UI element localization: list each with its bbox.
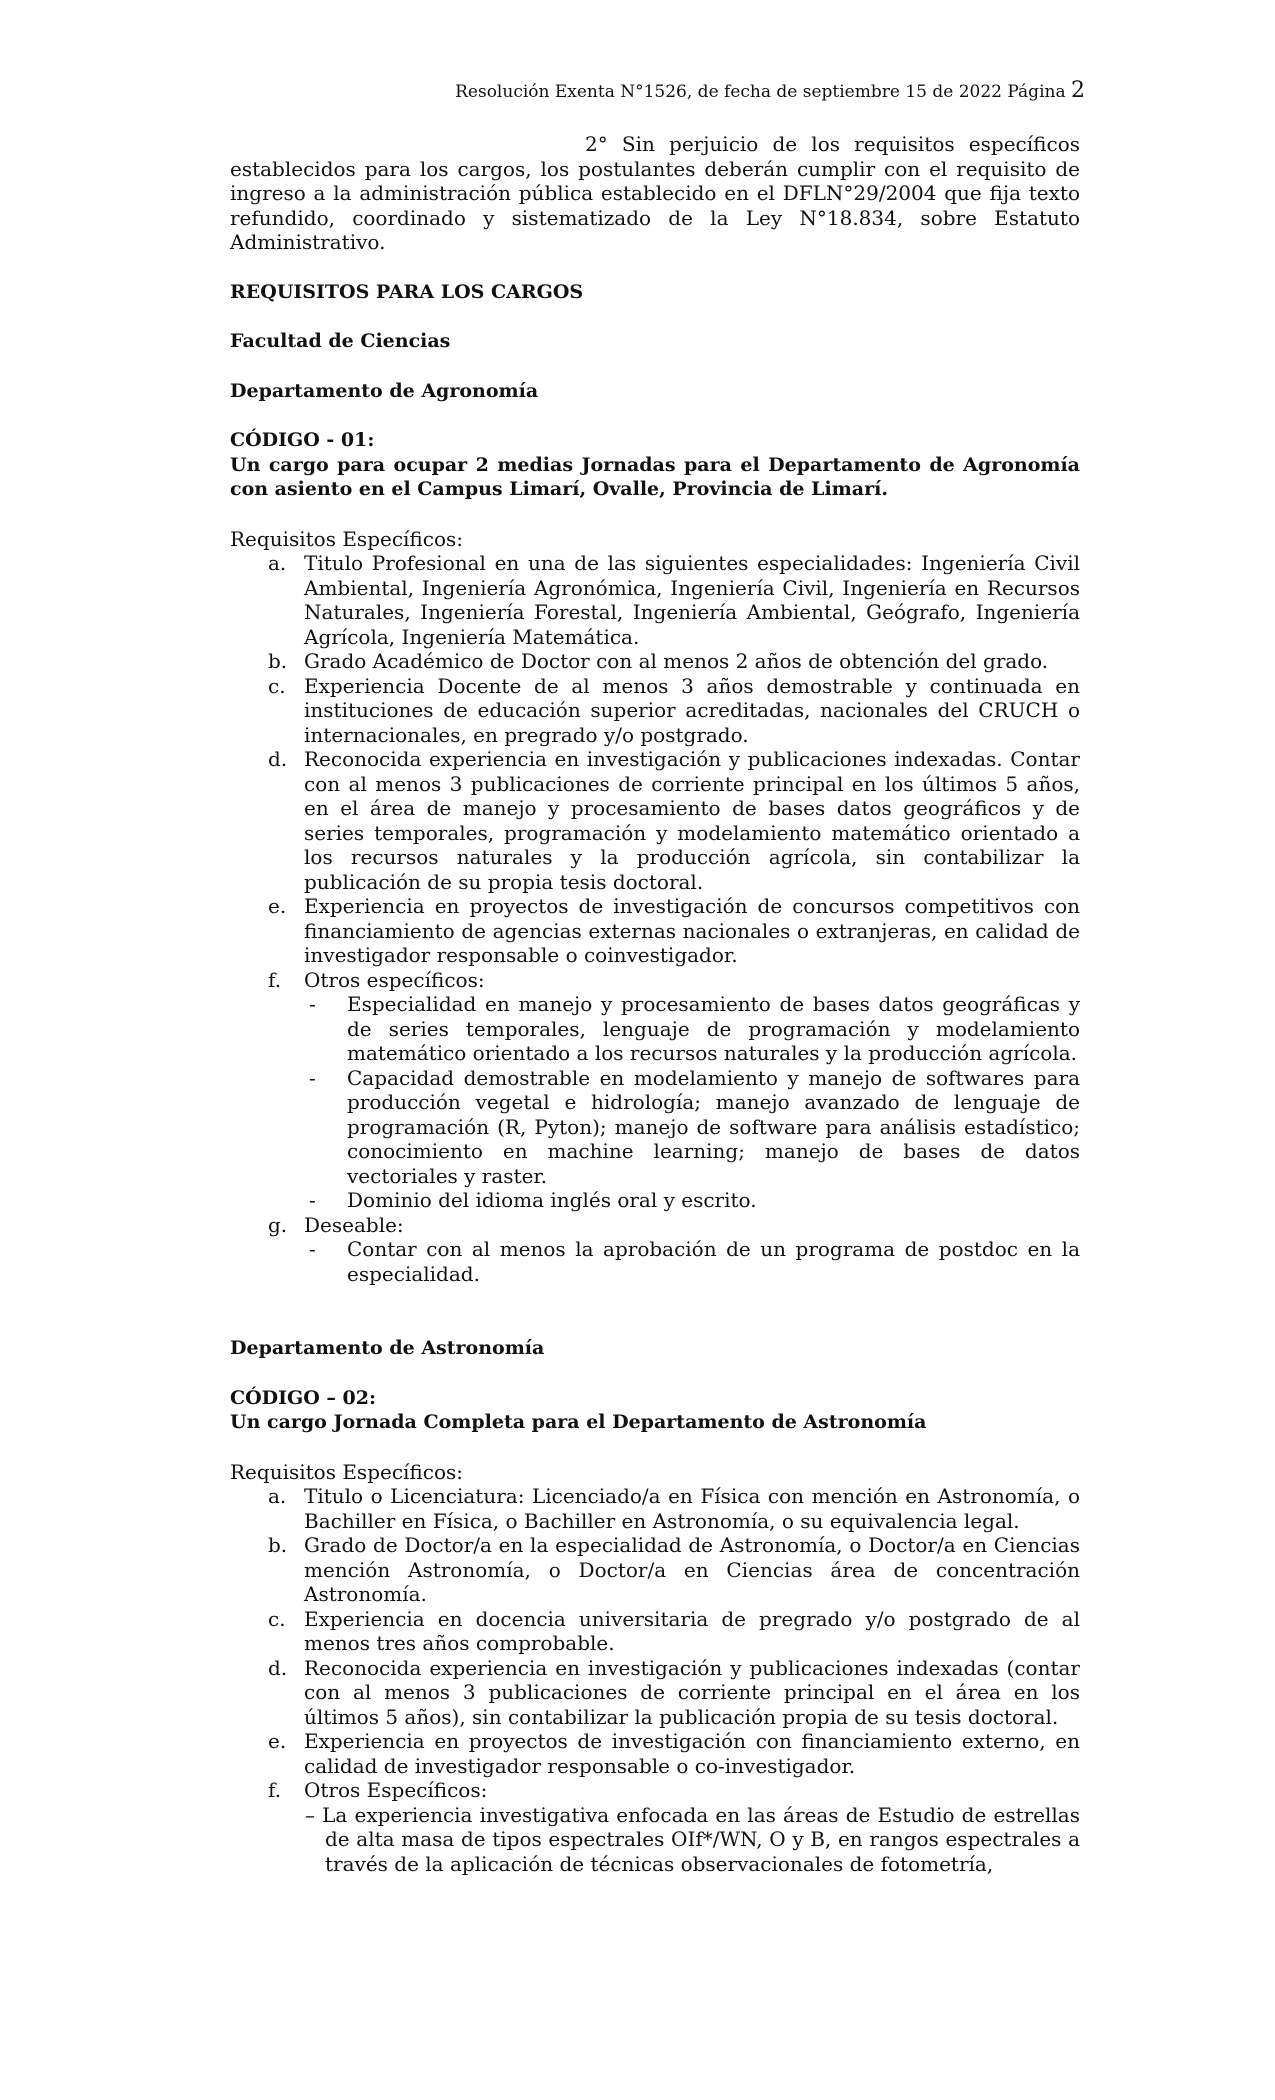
sub-text: Especialidad en manejo y procesamiento de bases datos geográficas y de series temporales, lenguaje de programación y modelamiento matemático orientado a los recursos naturales y la producción agrícola. <box>347 992 1080 1065</box>
position-code: CÓDIGO - 01: <box>230 429 375 451</box>
requirements-label: Requisitos Específicos: <box>230 526 464 551</box>
item-label: d. <box>268 747 288 771</box>
page-header <box>455 78 1085 103</box>
requirement-item <box>230 1656 1080 1730</box>
item-label: f. <box>268 1778 282 1802</box>
sub-text: Dominio del idioma inglés oral y escrito. <box>347 1188 757 1212</box>
requirement-item <box>230 894 1080 968</box>
item-text: Reconocida experiencia en investigación y publicaciones indexadas (contar con al menos 3 publicaciones de corriente principal en el área en los últimos 5 años), sin contabilizar la publicación propia de su tesis doctoral. <box>304 1655 1080 1729</box>
sub-text: Capacidad demostrable en modelamiento y manejo de softwares para producción vegetal e hidrología; manejo avanzado de lenguaje de programación (R, Pyton); manejo de software para análisis estadístico; conocimiento en machine learning; manejo de bases de datos vectoriales y raster. <box>347 1065 1080 1188</box>
page-number: 2 <box>1071 78 1085 103</box>
position-code: CÓDIGO – 02: <box>230 1386 376 1409</box>
requirement-item <box>230 1607 1080 1656</box>
requirement-item <box>230 747 1080 894</box>
item-text: Experiencia en proyectos de investigación de concursos competitivos con financiamiento de agencias externas nacionales o extranjeras, en calidad de investigador responsable o coinvestigador. <box>304 894 1080 967</box>
requirement-item <box>230 1729 1080 1778</box>
sub-text: Contar con al menos la aprobación de un programa de postdoc en la especialidad. <box>347 1237 1080 1286</box>
item-text: Titulo o Licenciatura: Licenciado/a en Física con mención en Astronomía, o Bachiller en Física, o Bachiller en Astronomía, o su equivalencia legal. <box>304 1484 1080 1533</box>
item-label: b. <box>268 1533 288 1557</box>
item-label: d. <box>268 1655 288 1680</box>
department-title: Departamento de Agronomía <box>230 379 539 402</box>
item-text: Grado Académico de Doctor con al menos 2 años de obtención del grado. <box>304 649 1049 673</box>
faculty-title: Facultad de Ciencias <box>230 330 451 352</box>
item-text: Titulo Profesional en una de las siguientes especialidades: Ingeniería Civil Ambiental, Ingeniería Agronómica, Ingeniería Civil, Ingeniería en Recursos Naturales, Ingeniería Forestal, Ingeniería Ambiental, Geógrafo, Ingeniería Agrícola, Ingeniería Matemática. <box>304 551 1080 649</box>
item-text: Otros específicos: <box>304 967 485 992</box>
requirement-item <box>230 968 1080 993</box>
item-label: g. <box>268 1212 288 1237</box>
sub-requirement <box>230 992 1080 1066</box>
header-text: Resolución Exenta N°1526, de fecha de septiembre 15 de 2022 Página <box>455 82 1066 102</box>
item-text: Reconocida experiencia en investigación y publicaciones indexadas. Contar con al menos 3 publicaciones de corriente principal en los últimos 5 años, en el área de manejo y procesamiento de bases datos geográficos y de series temporales, programación y modelamiento matemático orientado a los recursos naturales y la producción agrícola, sin contabilizar la publicación de su propia tesis doctoral. <box>304 747 1080 894</box>
item-text: Experiencia Docente de al menos 3 años demostrable y continuada en instituciones de educación superior acreditadas, nacionales del CRUCH o internacionales, en pregrado y/o postgrado. <box>304 673 1080 747</box>
dash-marker: - <box>309 992 316 1016</box>
department-title: Departamento de Astronomía <box>230 1337 545 1359</box>
dash-marker: - <box>309 1065 316 1090</box>
item-label: a. <box>268 1484 287 1508</box>
item-text: Deseable: <box>304 1212 404 1237</box>
requirement-item <box>230 1213 1080 1238</box>
position-description: Un cargo Jornada Completa para el Departamento de Astronomía <box>230 1411 927 1433</box>
sub-requirement <box>230 1188 1080 1213</box>
requirement-item <box>230 1484 1080 1533</box>
dash-marker: - <box>309 1237 316 1261</box>
sub-requirement: – La experiencia investigativa enfocada en las áreas de Estudio de estrellas de alta masa de tipos espectrales OIf*/WN, O y B, en rangos espectrales a través de la aplicación de técnicas observacionales de fotometría, <box>305 1802 1080 1876</box>
item-label: f. <box>268 967 282 992</box>
sub-requirement <box>230 1237 1080 1286</box>
item-text: Otros Específicos: <box>304 1778 488 1802</box>
document-body <box>230 132 1080 1876</box>
requirements-label: Requisitos Específicos: <box>230 1459 464 1484</box>
item-text: Grado de Doctor/a en la especialidad de Astronomía, o Doctor/a en Ciencias mención Astronomía, o Doctor/a en Ciencias área de concentración Astronomía. <box>304 1533 1080 1606</box>
item-label: e. <box>268 1729 287 1753</box>
item-text: Experiencia en docencia universitaria de pregrado y/o postgrado de al menos tres años comprobable. <box>304 1606 1080 1655</box>
requirement-item <box>230 1778 1080 1803</box>
requirement-item <box>230 649 1080 674</box>
item-label: e. <box>268 894 287 918</box>
item-label: c. <box>268 1606 286 1631</box>
requirement-item <box>230 674 1080 748</box>
requirement-item <box>230 1533 1080 1607</box>
item-label: a. <box>268 551 287 575</box>
dash-marker: - <box>309 1188 316 1212</box>
item-label: b. <box>268 649 288 673</box>
section-title: REQUISITOS PARA LOS CARGOS <box>230 280 584 303</box>
intro-paragraph: 2° Sin perjuicio de los requisitos específicos establecidos para los cargos, los postulantes deberán cumplir con el requisito de ingreso a la administración pública establecido en el DFLN°29/2004 que fija texto refundido, coordinado y sistematizado de la Ley N°18.834, sobre Estatuto Administrativo. <box>230 132 1080 254</box>
item-label: c. <box>268 673 286 698</box>
position-description: Un cargo para ocupar 2 medias Jornadas para el Departamento de Agronomía con asiento en el Campus Limarí, Ovalle, Provincia de Limarí. <box>230 453 1080 500</box>
sub-requirement <box>230 1066 1080 1189</box>
requirement-item <box>230 551 1080 649</box>
item-text: Experiencia en proyectos de investigación con financiamiento externo, en calidad de investigador responsable o co-investigador. <box>304 1729 1080 1778</box>
